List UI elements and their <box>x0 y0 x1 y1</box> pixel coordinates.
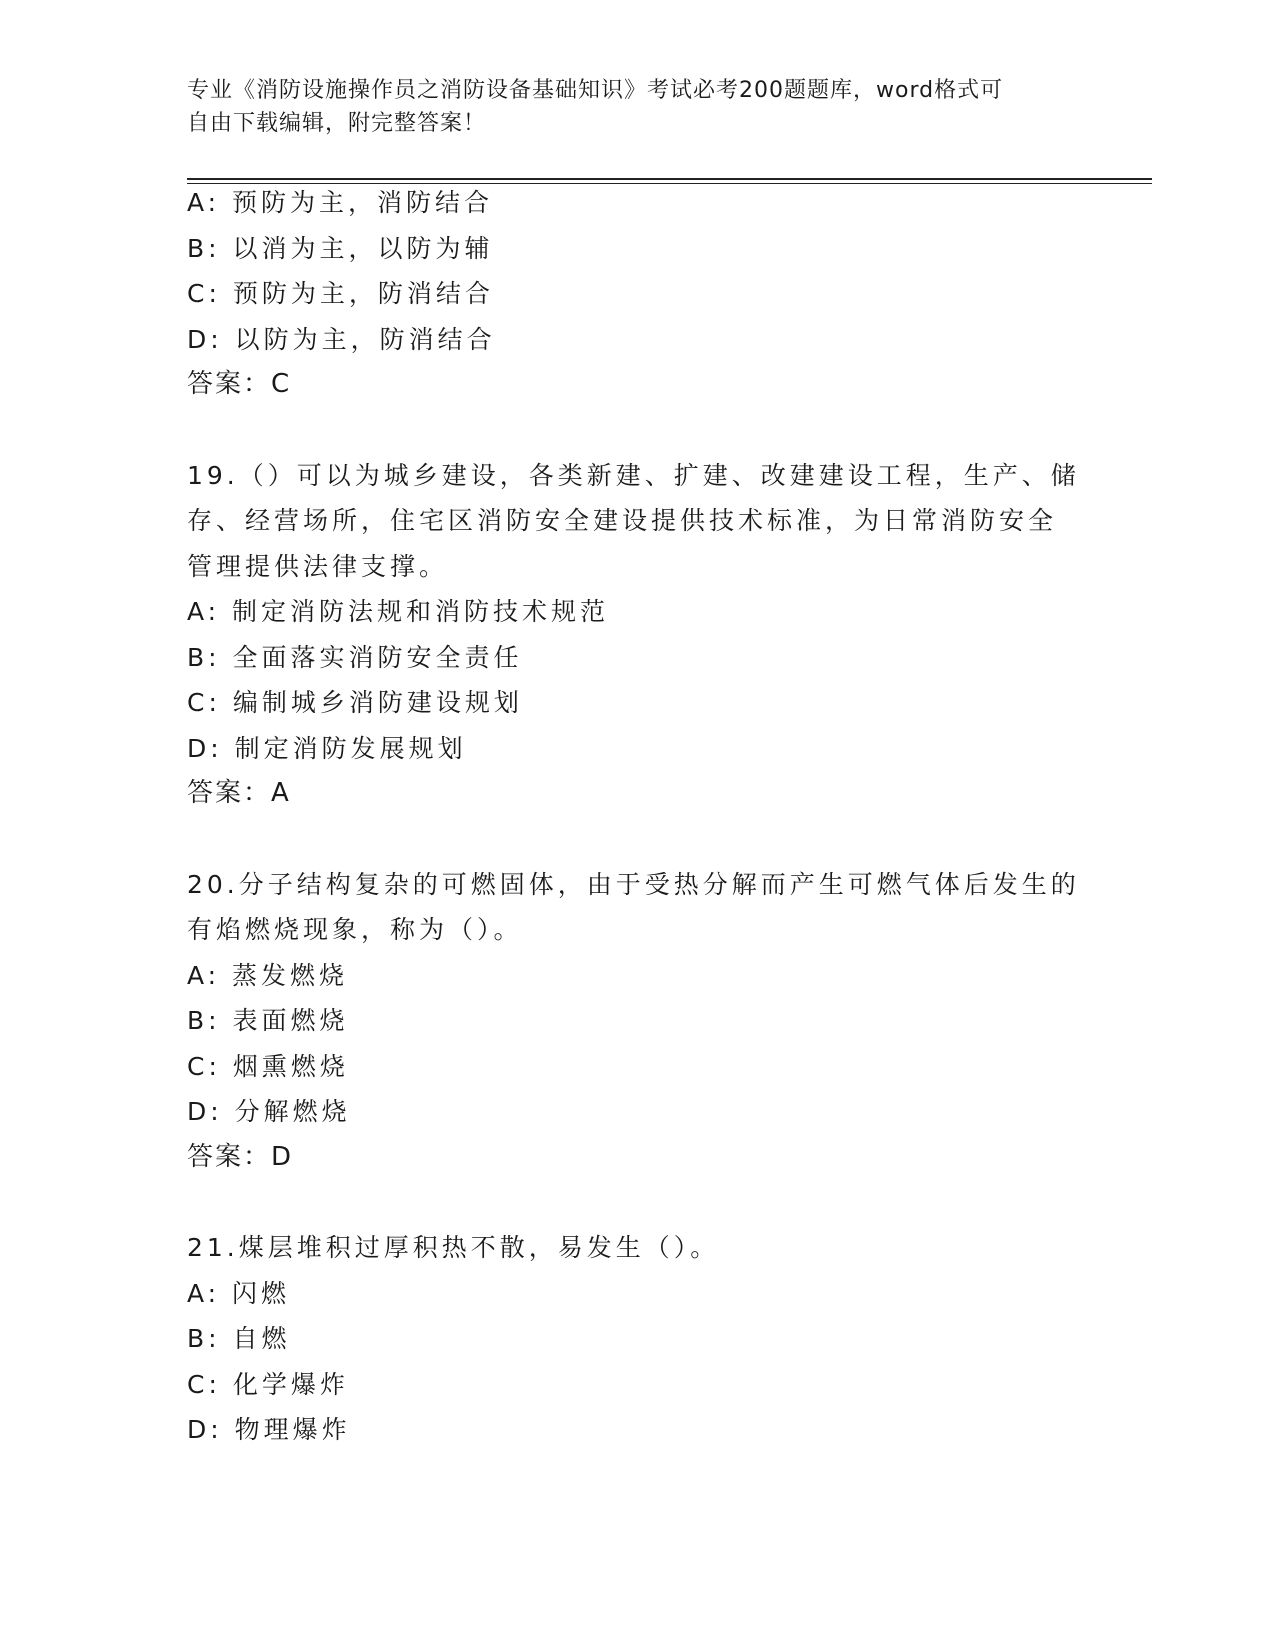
option-a: A: 预防为主，消防结合 <box>187 188 494 217</box>
option-a: A: 制定消防法规和消防技术规范 <box>187 597 610 626</box>
option-a: A: 蒸发燃烧 <box>187 960 349 990</box>
document-header <box>187 74 1067 140</box>
question-stem-line: 管理提供法律支撑。 <box>187 551 449 581</box>
question-stem-line: 19.（）可以为城乡建设，各类新建、扩建、改建建设工程，生产、储 <box>187 460 1080 490</box>
header-line-1: 专业《消防设施操作员之消防设备基础知识》考试必考200题题库，word格式可 <box>187 78 1004 103</box>
option-c: C: 化学爆炸 <box>187 1369 349 1399</box>
option-b: B: 表面燃烧 <box>187 1006 349 1035</box>
option-d: D: 物理爆炸 <box>187 1415 351 1444</box>
question-stem-line: 有焰燃烧现象，称为（）。 <box>187 915 523 944</box>
option-c: C: 编制城乡消防建设规划 <box>187 688 523 717</box>
spacer <box>187 408 1087 453</box>
question-20 <box>187 862 1087 1181</box>
option-c: C: 预防为主，防消结合 <box>187 279 494 308</box>
option-b: B: 自燃 <box>187 1324 291 1353</box>
question-stem-line: 存、经营场所，住宅区消防安全建设提供技术标准，为日常消防安全 <box>187 506 1058 535</box>
answer-line: 答案：C <box>187 369 292 399</box>
option-b: B: 以消为主，以防为辅 <box>187 233 494 263</box>
option-c: C: 烟熏燃烧 <box>187 1051 349 1081</box>
option-d: D: 分解燃烧 <box>187 1097 351 1126</box>
answer-line: 答案：D <box>187 1141 294 1172</box>
spacer <box>187 1180 1087 1225</box>
option-d: D: 制定消防发展规划 <box>187 733 467 763</box>
question-18 <box>187 180 1087 408</box>
option-b: B: 全面落实消防安全责任 <box>187 642 523 672</box>
header-line-2: 自由下载编辑，附完整答案！ <box>187 111 487 136</box>
option-a: A: 闪燃 <box>187 1278 291 1308</box>
answer-line: 答案：A <box>187 778 291 808</box>
question-stem-line: 21.煤层堆积过厚积热不散，易发生（）。 <box>187 1233 720 1262</box>
option-d: D: 以防为主，防消结合 <box>187 324 496 354</box>
question-list <box>187 180 1087 1453</box>
spacer <box>187 817 1087 862</box>
question-stem-line: 20.分子结构复杂的可燃固体，由于受热分解而产生可燃气体后发生的 <box>187 869 1080 899</box>
question-21 <box>187 1225 1087 1453</box>
question-19 <box>187 453 1087 817</box>
